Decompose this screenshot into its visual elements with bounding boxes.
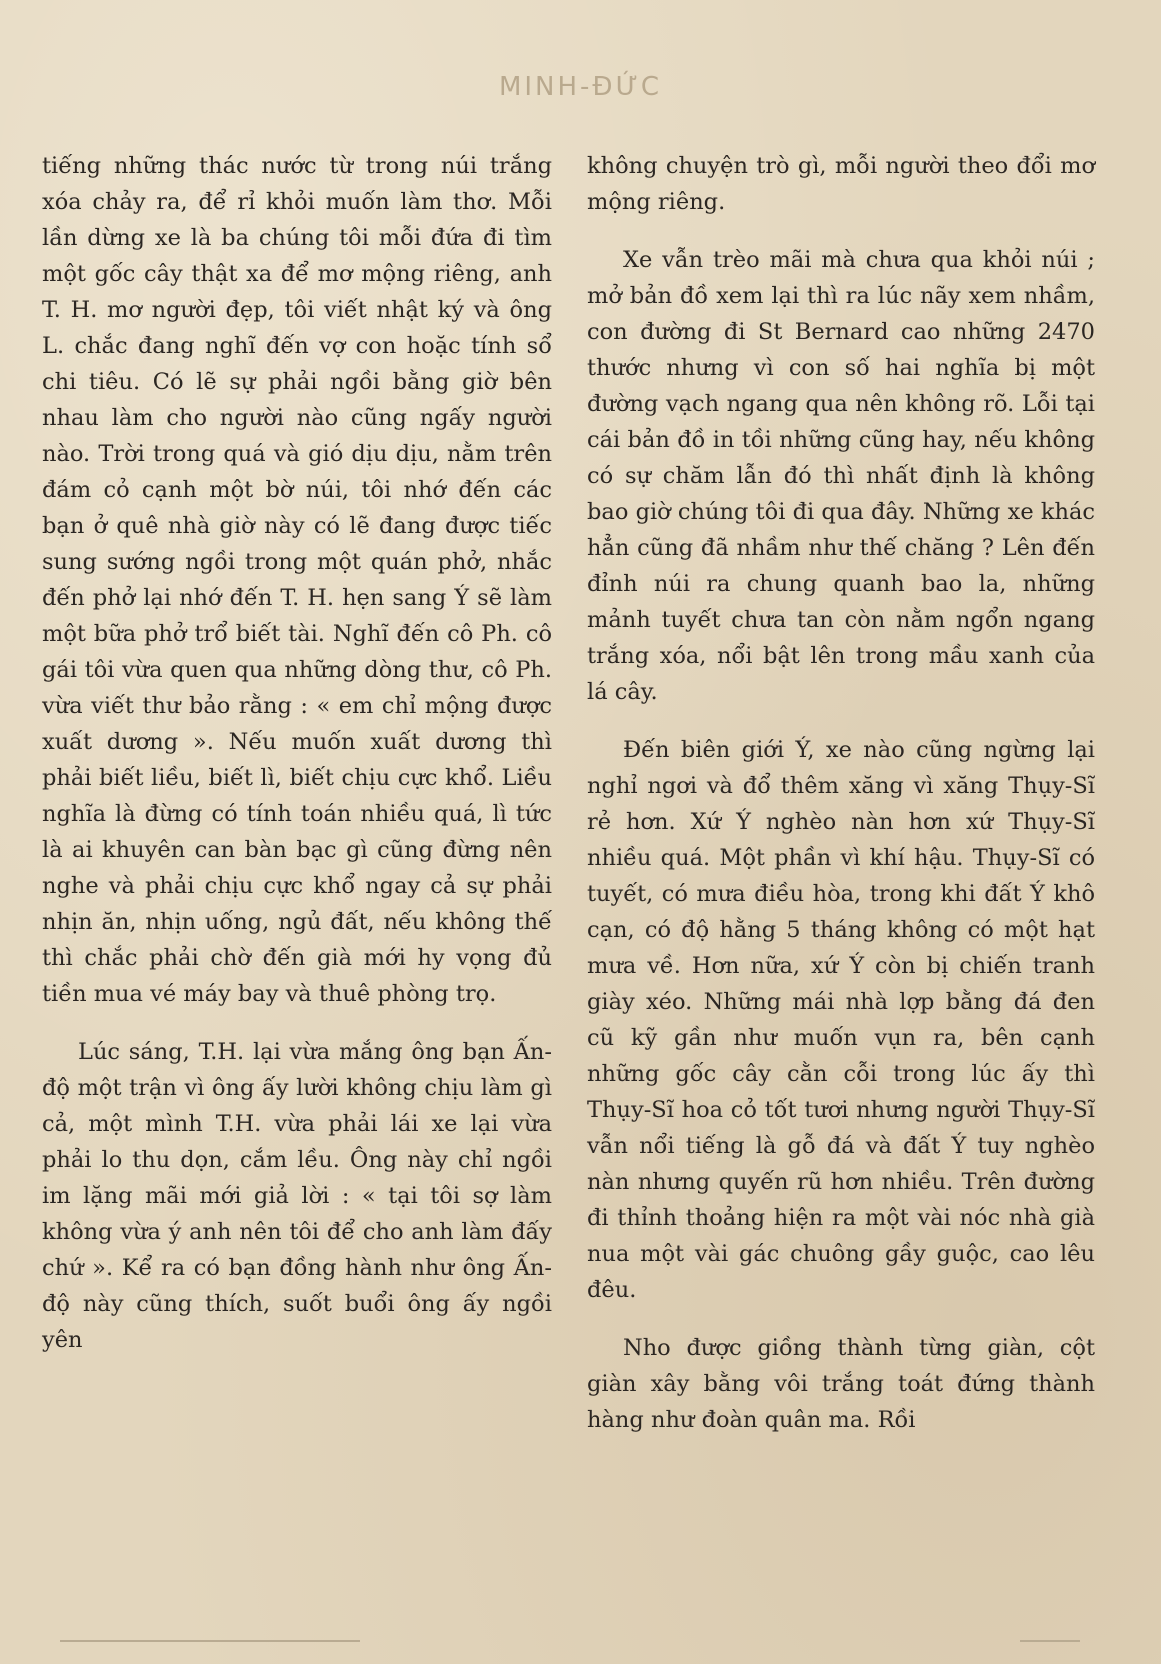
left-column (42, 148, 552, 1358)
footer-rule-left (60, 1640, 360, 1652)
footer-rule-right (1020, 1640, 1080, 1652)
paragraph: Xe vẫn trèo mãi mà chưa qua khỏi núi ; mở bản đồ xem lại thì ra lúc nãy xem nhầm, con đường đi St Bernard cao những 2470 thước nhưng vì con số hai nghĩa bị một đường vạch ngang qua nên không rõ. Lỗi tại cái bản đồ in tồi những cũng hay, nếu không có sự chăm lẫn đó thì nhất định là không bao giờ chúng tôi đi qua đây. Những xe khác hẳn cũng đã nhầm như thế chăng ? Lên đến đỉnh núi ra chung quanh bao la, những mảnh tuyết chưa tan còn nằm ngổn ngang trắng xóa, nổi bật lên trong mầu xanh của lá cây. (587, 247, 1095, 705)
paragraph: Nho được giồng thành từng giàn, cột giàn xây bằng vôi trắng toát đứng thành hàng như đoàn quân ma. Rồi (587, 1335, 1095, 1433)
paragraph: Đến biên giới Ý, xe nào cũng ngừng lại nghỉ ngơi và đổ thêm xăng vì xăng Thụy-Sĩ rẻ hơn. Xứ Ý nghèo nàn hơn xứ Thụy-Sĩ nhiều quá. Một phần vì khí hậu. Thụy-Sĩ có tuyết, có mưa điều hòa, trong khi đất Ý khô cạn, có độ hằng 5 tháng không có một hạt mưa về. Hơn nữa, xứ Ý còn bị chiến tranh giày xéo. Những mái nhà lợp bằng đá đen cũ kỹ gần như muốn vụn ra, bên cạnh những gốc cây cằn cỗi trong lúc ấy thì Thụy-Sĩ hoa cỏ tốt tươi nhưng người Thụy-Sĩ vẫn nổi tiếng là gỗ đá và đất Ý tuy nghèo nàn nhưng quyến rũ hơn nhiều. Trên đường đi thỉnh thoảng hiện ra một vài nóc nhà già nua một vài gác chuông gầy guộc, cao lêu đêu. (587, 737, 1095, 1303)
paragraph: Lúc sáng, T.H. lại vừa mắng ông bạn Ấn-độ một trận vì ông ấy lười không chịu làm gì cả, một mình T.H. vừa phải lái xe lại vừa phải lo thu dọn, cắm lều. Ông này chỉ ngồi im lặng mãi mới giả lời : « tại tôi sợ làm không vừa ý anh nên tôi để cho anh làm đấy chứ ». Kể ra có bạn đồng hành như ông Ấn-độ này cũng thích, suốt buổi ông ấy ngồi yên (42, 1039, 552, 1353)
paragraph: tiếng những thác nước từ trong núi trắng xóa chảy ra, để rỉ khỏi muốn làm thơ. Mỗi lần dừng xe là ba chúng tôi mỗi đứa đi tìm một gốc cây thật xa để mơ mộng riêng, anh T. H. mơ người đẹp, tôi viết nhật ký và ông L. chắc đang nghĩ đến vợ con hoặc tính sổ chi tiêu. Có lẽ sự phải ngồi bằng giờ bên nhau làm cho người nào cũng ngấy người nào. Trời trong quá và gió dịu dịu, nằm trên đám cỏ cạnh một bờ núi, tôi nhớ đến các bạn ở quê nhà giờ này có lẽ đang được tiếc sung sướng ngồi trong một quán phở, nhắc đến phở lại nhớ đến T. H. hẹn sang Ý sẽ làm một bữa phở trổ biết tài. Nghĩ đến cô Ph. cô gái tôi vừa quen qua những dòng thư, cô Ph. vừa viết thư bảo rằng : « em chỉ mộng được xuất dương ». Nếu muốn xuất dương thì phải biết liều, biết lì, biết chịu cực khổ. Liều nghĩa là đừng có tính toán nhiều quá, lì tức là ai khuyên can bàn bạc gì cũng đừng nên nghe và phải chịu cực khổ ngay cả sự phải nhịn ăn, nhịn uống, ngủ đất, nếu không thế thì chắc phải chờ đến già mới hy vọng đủ tiền mua vé máy bay và thuê phòng trọ. (42, 153, 552, 1007)
paragraph: không chuyện trò gì, mỗi người theo đổi mơ mộng riêng. (587, 153, 1095, 215)
right-column (587, 148, 1095, 1438)
running-title: MINH-ĐỨC (498, 72, 663, 102)
